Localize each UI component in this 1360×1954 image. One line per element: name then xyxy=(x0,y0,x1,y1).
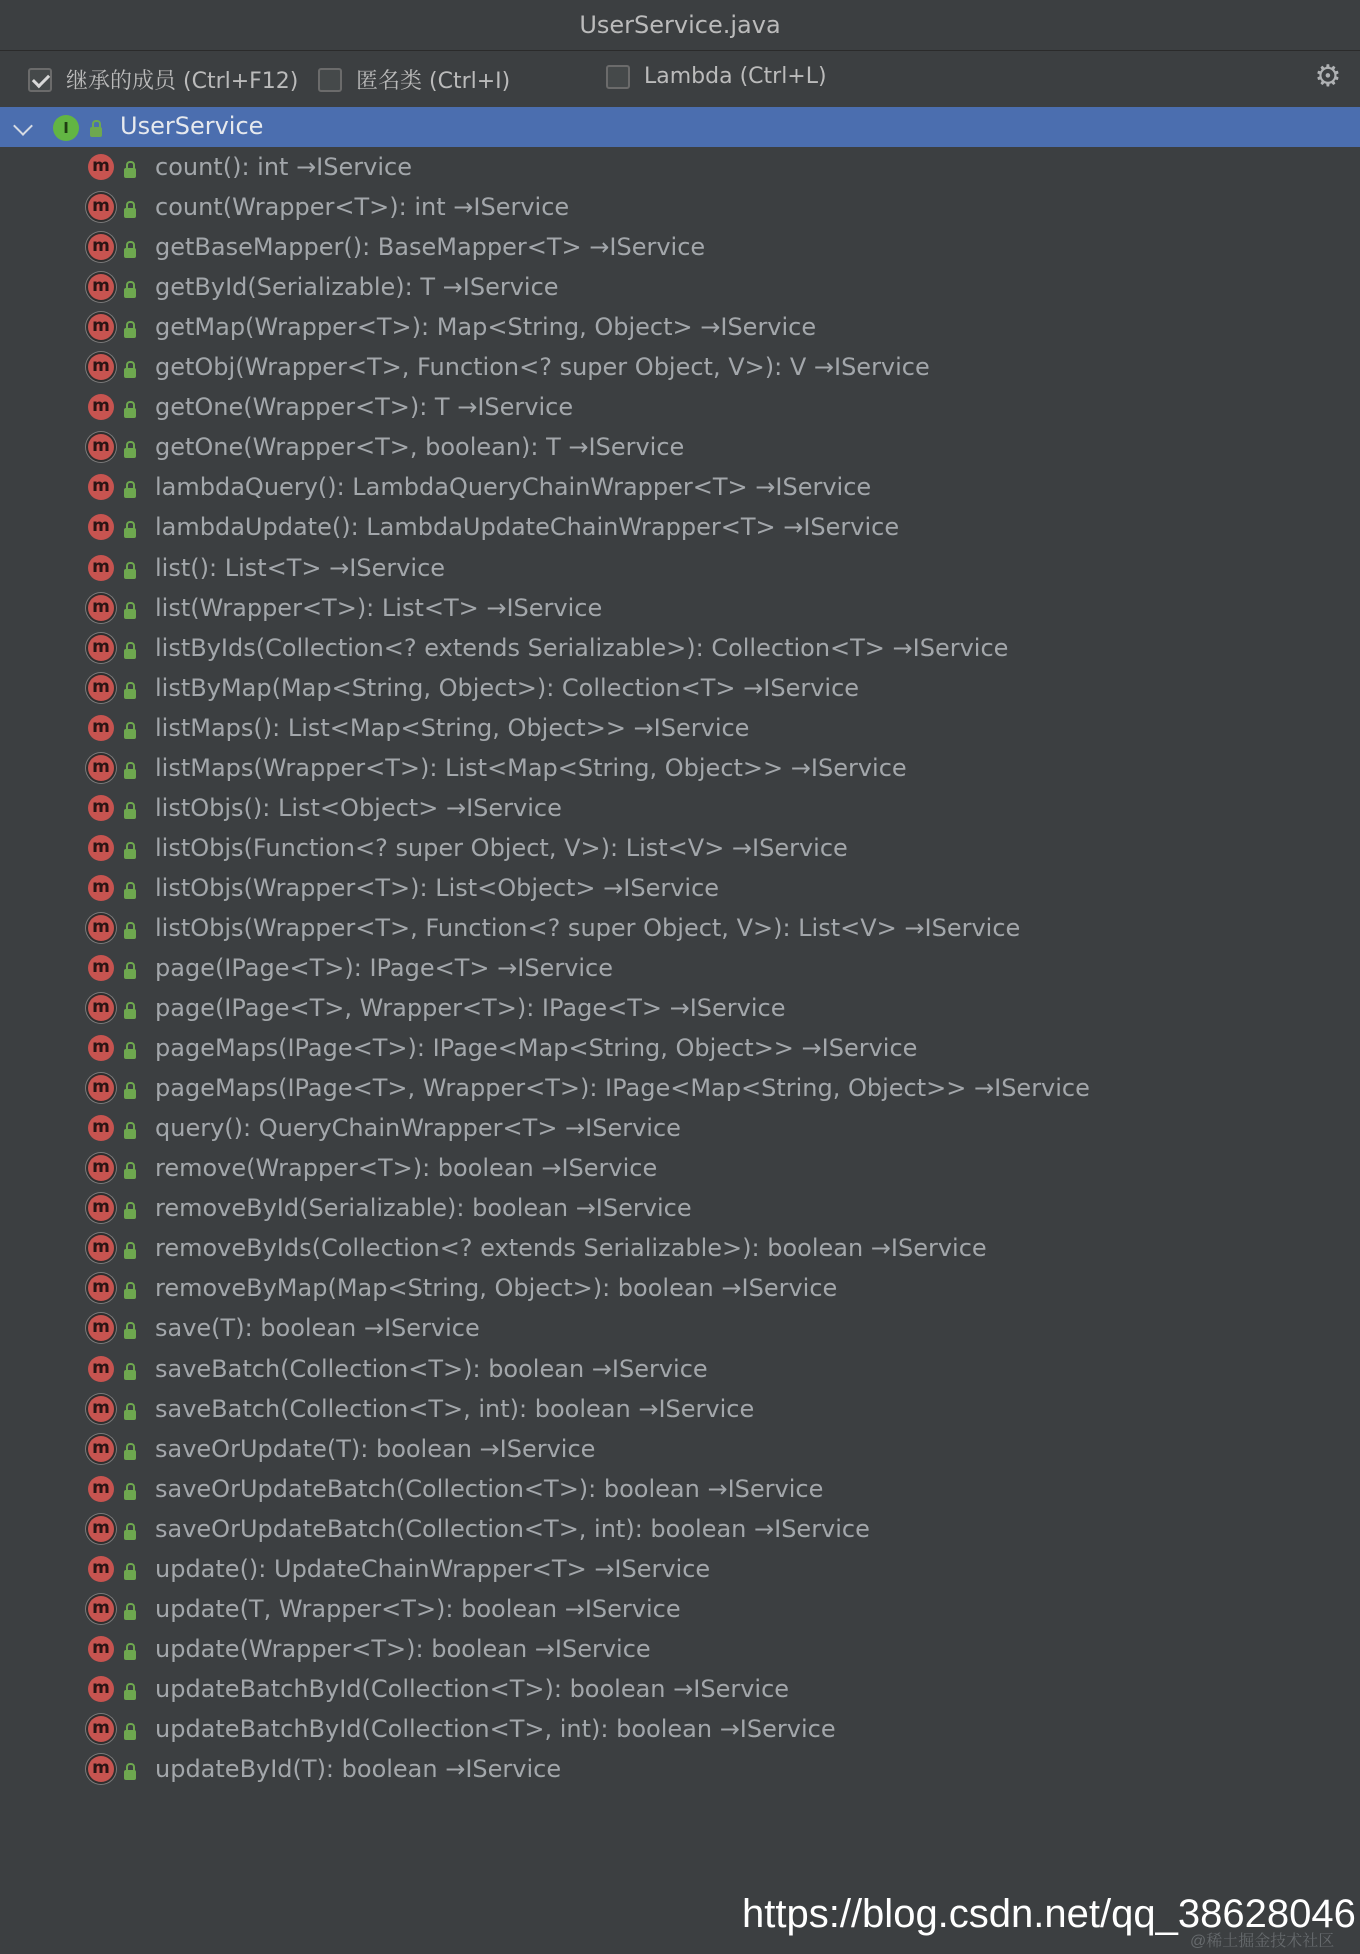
method-icon: m xyxy=(88,1436,114,1462)
method-icon: m xyxy=(88,955,114,981)
method-label: getMap(Wrapper<T>): Map<String, Object> →IService xyxy=(155,313,817,342)
method-icon: m xyxy=(88,1315,114,1341)
public-lock-icon xyxy=(124,328,136,338)
public-lock-icon xyxy=(124,1329,136,1339)
method-row[interactable] xyxy=(0,1589,1360,1629)
public-lock-icon xyxy=(124,929,136,939)
public-lock-icon xyxy=(124,609,136,619)
method-label: update(): UpdateChainWrapper<T> →IService xyxy=(155,1554,711,1583)
method-label: listObjs(Function<? super Object, V>): List<V> →IService xyxy=(155,833,848,862)
method-row[interactable] xyxy=(0,307,1360,347)
method-row[interactable] xyxy=(0,387,1360,427)
method-icon: m xyxy=(88,1235,114,1261)
interface-icon: I xyxy=(53,115,79,141)
chevron-down-icon[interactable] xyxy=(13,116,33,136)
method-row[interactable] xyxy=(0,948,1360,988)
method-label: query(): QueryChainWrapper<T> →IService xyxy=(155,1114,681,1143)
public-lock-icon xyxy=(124,1450,136,1460)
method-icon: m xyxy=(88,154,114,180)
public-lock-icon xyxy=(124,769,136,779)
method-row[interactable] xyxy=(0,1429,1360,1469)
method-icon: m xyxy=(88,1075,114,1101)
public-lock-icon xyxy=(124,1530,136,1540)
public-lock-icon xyxy=(124,649,136,659)
public-lock-icon xyxy=(90,127,102,137)
method-row[interactable] xyxy=(0,628,1360,668)
method-icon: m xyxy=(88,715,114,741)
method-row[interactable] xyxy=(0,1509,1360,1549)
method-icon: m xyxy=(88,795,114,821)
method-icon: m xyxy=(88,875,114,901)
method-icon: m xyxy=(88,354,114,380)
public-lock-icon xyxy=(124,168,136,178)
public-lock-icon xyxy=(124,1169,136,1179)
method-label: saveOrUpdateBatch(Collection<T>, int): boolean →IService xyxy=(155,1514,870,1543)
method-icon: m xyxy=(88,915,114,941)
method-icon: m xyxy=(88,1516,114,1542)
method-row[interactable] xyxy=(0,1228,1360,1268)
public-lock-icon xyxy=(124,1209,136,1219)
method-label: updateBatchById(Collection<T>): boolean →IService xyxy=(155,1674,790,1703)
method-label: getObj(Wrapper<T>, Function<? super Object, V>): V →IService xyxy=(155,353,930,382)
method-row[interactable] xyxy=(0,427,1360,467)
method-label: updateBatchById(Collection<T>, int): boolean →IService xyxy=(155,1714,836,1743)
public-lock-icon xyxy=(124,849,136,859)
public-lock-icon xyxy=(124,528,136,538)
method-label: page(IPage<T>, Wrapper<T>): IPage<T> →IService xyxy=(155,994,786,1022)
method-row[interactable] xyxy=(0,908,1360,948)
checkbox-unchecked-icon xyxy=(606,65,630,89)
public-lock-icon xyxy=(124,1249,136,1259)
method-row[interactable] xyxy=(0,668,1360,708)
method-row[interactable] xyxy=(0,1549,1360,1589)
method-icon: m xyxy=(88,1035,114,1061)
method-icon: m xyxy=(88,1556,114,1582)
method-label: remove(Wrapper<T>): boolean →IService xyxy=(155,1154,658,1183)
method-icon: m xyxy=(88,1756,114,1782)
checkbox-checked-icon xyxy=(28,68,52,92)
structure-toolbar xyxy=(0,51,1360,106)
structure-tree[interactable] xyxy=(0,106,1360,1954)
public-lock-icon xyxy=(124,689,136,699)
public-lock-icon xyxy=(124,408,136,418)
method-label: listByIds(Collection<? extends Serializable>): Collection<T> →IService xyxy=(155,633,1009,662)
method-row[interactable] xyxy=(0,828,1360,868)
window-title: UserService.java xyxy=(0,0,1360,51)
inherited-members-label: 继承的成员 (Ctrl+F12) xyxy=(66,69,299,94)
checkbox-unchecked-icon xyxy=(318,68,342,92)
public-lock-icon xyxy=(124,1610,136,1620)
method-icon: m xyxy=(88,234,114,260)
method-row[interactable] xyxy=(0,467,1360,507)
watermark-url: https://blog.csdn.net/qq_38628046 xyxy=(742,1892,1356,1936)
method-label: getById(Serializable): T →IService xyxy=(155,273,559,302)
anonymous-classes-label: 匿名类 (Ctrl+I) xyxy=(356,69,511,94)
public-lock-icon xyxy=(124,889,136,899)
method-row[interactable] xyxy=(0,1349,1360,1389)
method-icon: m xyxy=(88,1115,114,1141)
method-row[interactable] xyxy=(0,708,1360,748)
method-label: updateById(T): boolean →IService xyxy=(155,1755,562,1783)
method-row[interactable] xyxy=(0,1709,1360,1749)
public-lock-icon xyxy=(124,488,136,498)
method-icon: m xyxy=(88,1155,114,1181)
public-lock-icon xyxy=(124,1129,136,1139)
method-label: pageMaps(IPage<T>): IPage<Map<String, Object>> →IService xyxy=(155,1034,918,1063)
method-row[interactable] xyxy=(0,988,1360,1028)
method-label: saveBatch(Collection<T>, int): boolean →IService xyxy=(155,1394,755,1423)
method-label: list(): List<T> →IService xyxy=(155,553,446,582)
public-lock-icon xyxy=(124,288,136,298)
method-row[interactable] xyxy=(0,1469,1360,1509)
method-icon: m xyxy=(88,1716,114,1742)
public-lock-icon xyxy=(124,208,136,218)
method-row[interactable] xyxy=(0,1068,1360,1108)
lambda-label: Lambda (Ctrl+L) xyxy=(644,64,827,89)
method-icon: m xyxy=(88,394,114,420)
public-lock-icon xyxy=(124,1289,136,1299)
method-label: update(T, Wrapper<T>): boolean →IService xyxy=(155,1594,681,1623)
method-icon: m xyxy=(88,555,114,581)
method-icon: m xyxy=(88,755,114,781)
method-label: getBaseMapper(): BaseMapper<T> →IService xyxy=(155,233,706,262)
public-lock-icon xyxy=(124,1370,136,1380)
public-lock-icon xyxy=(124,1570,136,1580)
method-row[interactable] xyxy=(0,748,1360,788)
public-lock-icon xyxy=(124,969,136,979)
tree-root-label: UserService xyxy=(120,112,264,140)
method-label: getOne(Wrapper<T>, boolean): T →IService xyxy=(155,433,685,462)
method-row[interactable] xyxy=(0,588,1360,628)
method-row[interactable] xyxy=(0,347,1360,387)
anonymous-classes-checkbox[interactable] xyxy=(318,64,510,95)
method-icon: m xyxy=(88,835,114,861)
method-row[interactable] xyxy=(0,788,1360,828)
public-lock-icon xyxy=(124,1049,136,1059)
method-row[interactable] xyxy=(0,548,1360,588)
method-icon: m xyxy=(88,1396,114,1422)
gear-icon[interactable]: ⚙ xyxy=(1314,59,1342,94)
method-icon: m xyxy=(88,1676,114,1702)
method-row[interactable] xyxy=(0,1188,1360,1228)
method-icon: m xyxy=(88,1476,114,1502)
lambda-checkbox[interactable] xyxy=(606,64,827,89)
method-label: listMaps(): List<Map<String, Object>> →IService xyxy=(155,713,750,742)
method-icon: m xyxy=(88,514,114,540)
method-icon: m xyxy=(88,1195,114,1221)
method-label: list(Wrapper<T>): List<T> →IService xyxy=(155,593,603,622)
method-label: listObjs(): List<Object> →IService xyxy=(155,793,562,822)
method-row[interactable] xyxy=(0,1389,1360,1429)
inherited-members-checkbox[interactable] xyxy=(28,64,298,95)
method-icon: m xyxy=(88,995,114,1021)
method-icon: m xyxy=(88,434,114,460)
public-lock-icon xyxy=(124,1089,136,1099)
public-lock-icon xyxy=(124,1490,136,1500)
method-label: saveBatch(Collection<T>): boolean →IService xyxy=(155,1354,708,1383)
public-lock-icon xyxy=(124,569,136,579)
public-lock-icon xyxy=(124,729,136,739)
method-label: saveOrUpdate(T): boolean →IService xyxy=(155,1434,596,1463)
method-row[interactable] xyxy=(0,1268,1360,1308)
method-label: getOne(Wrapper<T>): T →IService xyxy=(155,393,574,422)
public-lock-icon xyxy=(124,248,136,258)
method-label: removeByIds(Collection<? extends Serializable>): boolean →IService xyxy=(155,1234,987,1263)
method-icon: m xyxy=(88,675,114,701)
method-icon: m xyxy=(88,274,114,300)
method-icon: m xyxy=(88,314,114,340)
method-label: save(T): boolean →IService xyxy=(155,1314,480,1343)
method-row[interactable] xyxy=(0,1148,1360,1188)
method-label: count(): int →IService xyxy=(155,153,412,181)
method-label: removeByMap(Map<String, Object>): boolean →IService xyxy=(155,1274,838,1303)
method-label: saveOrUpdateBatch(Collection<T>): boolean →IService xyxy=(155,1474,824,1503)
method-icon: m xyxy=(88,595,114,621)
method-label: listByMap(Map<String, Object>): Collection<T> →IService xyxy=(155,673,860,702)
method-label: lambdaUpdate(): LambdaUpdateChainWrapper<T> →IService xyxy=(155,513,900,542)
method-icon: m xyxy=(88,635,114,661)
method-row[interactable] xyxy=(0,507,1360,547)
public-lock-icon xyxy=(124,1650,136,1660)
method-label: listObjs(Wrapper<T>, Function<? super Object, V>): List<V> →IService xyxy=(155,913,1021,942)
method-row[interactable] xyxy=(0,1749,1360,1789)
public-lock-icon xyxy=(124,1770,136,1780)
method-label: count(Wrapper<T>): int →IService xyxy=(155,193,570,221)
method-icon: m xyxy=(88,1596,114,1622)
public-lock-icon xyxy=(124,1690,136,1700)
method-label: update(Wrapper<T>): boolean →IService xyxy=(155,1634,651,1663)
watermark-community: @稀土掘金技术社区 xyxy=(1190,1933,1335,1950)
method-row[interactable] xyxy=(0,1308,1360,1348)
method-row[interactable] xyxy=(0,868,1360,908)
method-icon: m xyxy=(88,194,114,220)
method-label: lambdaQuery(): LambdaQueryChainWrapper<T> →IService xyxy=(155,473,872,502)
public-lock-icon xyxy=(124,809,136,819)
method-row[interactable] xyxy=(0,1669,1360,1709)
public-lock-icon xyxy=(124,448,136,458)
public-lock-icon xyxy=(124,1410,136,1420)
method-row[interactable] xyxy=(0,1108,1360,1148)
method-label: removeById(Serializable): boolean →IService xyxy=(155,1194,692,1223)
public-lock-icon xyxy=(124,1730,136,1740)
method-row[interactable] xyxy=(0,267,1360,307)
method-row[interactable] xyxy=(0,187,1360,227)
method-row[interactable] xyxy=(0,227,1360,267)
method-label: pageMaps(IPage<T>, Wrapper<T>): IPage<Map<String, Object>> →IService xyxy=(155,1074,1090,1103)
method-row[interactable] xyxy=(0,1629,1360,1669)
method-icon: m xyxy=(88,1275,114,1301)
method-icon: m xyxy=(88,1636,114,1662)
method-icon: m xyxy=(88,1356,114,1382)
method-row[interactable] xyxy=(0,1028,1360,1068)
method-label: page(IPage<T>): IPage<T> →IService xyxy=(155,954,614,982)
method-label: listObjs(Wrapper<T>): List<Object> →IService xyxy=(155,873,720,902)
method-label: listMaps(Wrapper<T>): List<Map<String, Object>> →IService xyxy=(155,753,907,782)
method-icon: m xyxy=(88,474,114,500)
public-lock-icon xyxy=(124,1009,136,1019)
method-row[interactable] xyxy=(0,147,1360,187)
tree-root-userservice[interactable] xyxy=(0,107,1360,147)
public-lock-icon xyxy=(124,368,136,378)
